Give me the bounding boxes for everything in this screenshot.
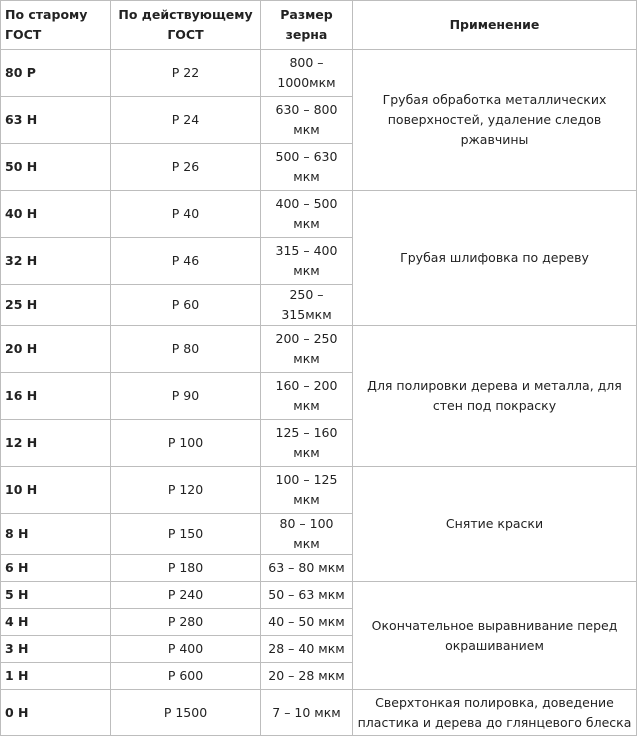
new-gost-cell: Р 1500 bbox=[111, 690, 261, 736]
old-gost-cell: 4 Н bbox=[1, 609, 111, 636]
new-gost-cell: Р 22 bbox=[111, 50, 261, 97]
grain-size-cell: 630 – 800 мкм bbox=[261, 97, 353, 144]
grain-size-cell: 7 – 10 мкм bbox=[261, 690, 353, 736]
old-gost-cell: 5 Н bbox=[1, 582, 111, 609]
new-gost-cell: Р 100 bbox=[111, 420, 261, 467]
old-gost-cell: 1 Н bbox=[1, 663, 111, 690]
header-application: Применение bbox=[353, 1, 637, 50]
old-gost-cell: 32 Н bbox=[1, 238, 111, 285]
grain-size-cell: 315 – 400 мкм bbox=[261, 238, 353, 285]
grain-size-cell: 160 – 200 мкм bbox=[261, 373, 353, 420]
header-row bbox=[1, 1, 637, 50]
old-gost-cell: 63 Н bbox=[1, 97, 111, 144]
grain-size-cell: 800 – 1000мкм bbox=[261, 50, 353, 97]
header-grain-size: Размер зерна bbox=[261, 1, 353, 50]
application-cell bbox=[353, 582, 637, 690]
table-row bbox=[1, 582, 637, 609]
old-gost-cell: 50 Н bbox=[1, 144, 111, 191]
new-gost-cell: Р 40 bbox=[111, 191, 261, 238]
application-cell bbox=[353, 326, 637, 467]
table-row bbox=[1, 326, 637, 373]
grain-size-cell: 28 – 40 мкм bbox=[261, 636, 353, 663]
new-gost-cell: Р 400 bbox=[111, 636, 261, 663]
grain-size-cell: 80 – 100 мкм bbox=[261, 514, 353, 555]
table-row bbox=[1, 191, 637, 238]
grain-size-cell: 63 – 80 мкм bbox=[261, 555, 353, 582]
grain-size-cell: 500 – 630 мкм bbox=[261, 144, 353, 191]
grain-size-cell: 100 – 125 мкм bbox=[261, 467, 353, 514]
application-text: Снятие краски bbox=[445, 516, 544, 531]
new-gost-cell: Р 24 bbox=[111, 97, 261, 144]
old-gost-cell: 12 Н bbox=[1, 420, 111, 467]
old-gost-cell: 10 Н bbox=[1, 467, 111, 514]
old-gost-cell: 25 Н bbox=[1, 285, 111, 326]
grain-size-cell: 200 – 250 мкм bbox=[261, 326, 353, 373]
application-cell bbox=[353, 690, 637, 736]
new-gost-cell: Р 600 bbox=[111, 663, 261, 690]
application-cell bbox=[353, 191, 637, 326]
old-gost-cell: 80 Р bbox=[1, 50, 111, 97]
old-gost-cell: 40 Н bbox=[1, 191, 111, 238]
new-gost-cell: Р 180 bbox=[111, 555, 261, 582]
header-new-gost: По действующему ГОСТ bbox=[111, 1, 261, 50]
new-gost-cell: Р 240 bbox=[111, 582, 261, 609]
application-text: Грубая шлифовка по дереву bbox=[400, 250, 589, 265]
table-row bbox=[1, 690, 637, 736]
old-gost-cell: 20 Н bbox=[1, 326, 111, 373]
old-gost-cell: 0 Н bbox=[1, 690, 111, 736]
application-text: Сверхтонкая полировка, доведение пластика и дерева до глянцевого блеска bbox=[357, 694, 632, 730]
application-text: Для полировки дерева и металла, для стен под покраску bbox=[367, 378, 622, 413]
new-gost-cell: Р 46 bbox=[111, 238, 261, 285]
new-gost-cell: Р 150 bbox=[111, 514, 261, 555]
grain-size-cell: 125 – 160 мкм bbox=[261, 420, 353, 467]
old-gost-cell: 6 Н bbox=[1, 555, 111, 582]
old-gost-cell: 3 Н bbox=[1, 636, 111, 663]
new-gost-cell: Р 60 bbox=[111, 285, 261, 326]
old-gost-cell: 8 Н bbox=[1, 514, 111, 555]
table-row bbox=[1, 467, 637, 514]
application-cell bbox=[353, 467, 637, 582]
header-old-gost: По старому ГОСТ bbox=[1, 1, 111, 50]
new-gost-cell: Р 120 bbox=[111, 467, 261, 514]
grain-size-cell: 50 – 63 мкм bbox=[261, 582, 353, 609]
new-gost-cell: Р 80 bbox=[111, 326, 261, 373]
new-gost-cell: Р 90 bbox=[111, 373, 261, 420]
grain-size-cell: 40 – 50 мкм bbox=[261, 609, 353, 636]
application-text: Окончательное выравнивание перед окрашиванием bbox=[371, 617, 618, 653]
grain-size-cell: 20 – 28 мкм bbox=[261, 663, 353, 690]
new-gost-cell: Р 26 bbox=[111, 144, 261, 191]
application-text: Грубая обработка металлических поверхностей, удаление следов ржавчины bbox=[382, 92, 607, 147]
old-gost-cell: 16 Н bbox=[1, 373, 111, 420]
new-gost-cell: Р 280 bbox=[111, 609, 261, 636]
application-cell bbox=[353, 50, 637, 191]
grain-size-cell: 400 – 500 мкм bbox=[261, 191, 353, 238]
grain-size-cell: 250 – 315мкм bbox=[261, 285, 353, 326]
table-row bbox=[1, 50, 637, 97]
